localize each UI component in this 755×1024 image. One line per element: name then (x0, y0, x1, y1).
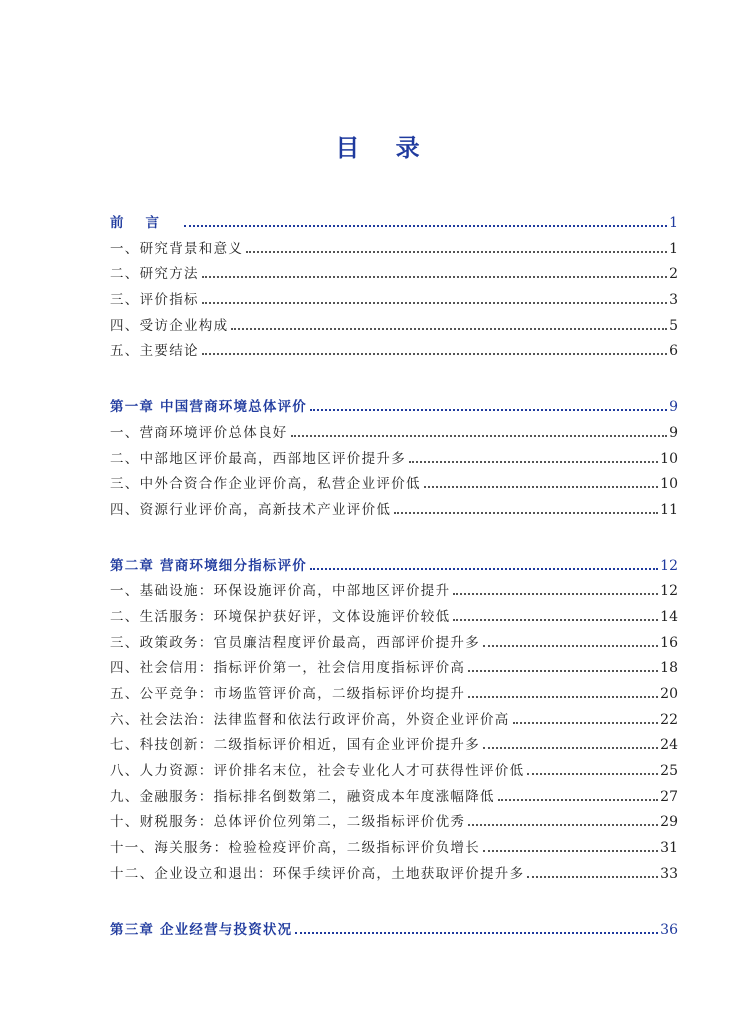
toc-entry-label: 二、中部地区评价最高，西部地区评价提升多 (110, 450, 406, 467)
toc-entry-label: 九、金融服务：指标排名倒数第二，融资成本年度涨幅降低 (110, 788, 495, 805)
toc-entry-label: 四、受访企业构成 (110, 317, 229, 334)
toc-entry[interactable] (110, 708, 678, 734)
dot-leader (468, 670, 658, 672)
toc-entry[interactable] (110, 810, 678, 836)
toc-entry-label: 四、社会信用：指标评价第一，社会信用度指标评价高 (110, 660, 466, 677)
dot-leader (513, 722, 659, 724)
toc-page-number: 12 (660, 583, 678, 600)
toc-page-number: 9 (669, 424, 678, 441)
dot-leader (468, 824, 658, 826)
toc-entry[interactable] (110, 237, 678, 263)
toc-page-number: 33 (660, 865, 678, 882)
toc-page-number: 3 (669, 292, 678, 309)
dot-leader (453, 593, 658, 595)
toc-page-number: 24 (660, 737, 678, 754)
toc-chapter-entry[interactable] (110, 211, 678, 237)
toc-page-number: 20 (660, 686, 678, 702)
toc-entry-label: 三、评价指标 (110, 292, 199, 309)
toc-page-number: 16 (660, 634, 678, 651)
toc-entry-label: 六、社会法治：法律监督和依法行政评价高，外资企业评价高 (110, 711, 510, 728)
toc-entry[interactable] (110, 656, 678, 682)
toc-page-number: 2 (669, 266, 678, 283)
toc-entry[interactable] (110, 682, 678, 708)
dot-leader (483, 850, 658, 852)
table-of-contents (110, 211, 678, 973)
dot-leader (184, 225, 667, 227)
toc-entry-label: 第二章 营商环境细分指标评价 (110, 557, 307, 574)
toc-page-number: 31 (660, 840, 678, 857)
toc-page-number: 25 (660, 763, 678, 780)
toc-page-number: 5 (669, 317, 678, 334)
toc-entry-label: 前言 (110, 215, 181, 231)
dot-leader (453, 619, 658, 621)
toc-section (110, 918, 678, 944)
toc-entry-label: 第一章 中国营商环境总体评价 (110, 399, 307, 416)
toc-entry-label: 一、研究背景和意义 (110, 240, 244, 257)
toc-page-number: 29 (660, 814, 678, 831)
toc-page-number: 36 (660, 921, 678, 938)
toc-entry-label: 五、主要结论 (110, 343, 199, 360)
toc-entry-label: 五、公平竞争：市场监管评价高，二级指标评价均提升 (110, 686, 466, 702)
dot-leader (231, 328, 667, 330)
toc-entry-label: 十二、企业设立和退出：环保手续评价高，土地获取评价提升多 (110, 865, 525, 882)
dot-leader (246, 251, 667, 253)
toc-entry-label: 七、科技创新：二级指标评价相近，国有企业评价提升多 (110, 737, 480, 754)
toc-page-number: 1 (669, 215, 678, 231)
toc-entry[interactable] (110, 579, 678, 605)
toc-entry[interactable] (110, 605, 678, 631)
toc-entry-label: 八、人力资源：评价排名末位，社会专业化人才可获得性评价低 (110, 763, 525, 780)
dot-leader (483, 747, 658, 749)
toc-entry[interactable] (110, 262, 678, 288)
dot-leader (527, 773, 658, 775)
toc-entry[interactable] (110, 314, 678, 340)
toc-entry[interactable] (110, 447, 678, 473)
page-title: 目 录 (335, 134, 434, 162)
toc-entry[interactable] (110, 472, 678, 498)
toc-entry[interactable] (110, 421, 678, 447)
toc-page-number: 6 (669, 343, 678, 360)
dot-leader (394, 512, 658, 514)
toc-entry[interactable] (110, 733, 678, 759)
dot-leader (468, 696, 658, 698)
toc-section (110, 395, 678, 523)
toc-entry[interactable] (110, 836, 678, 862)
toc-entry-label: 二、研究方法 (110, 266, 199, 283)
toc-page-number: 22 (660, 711, 678, 728)
toc-page-number: 12 (660, 557, 678, 574)
toc-entry-label: 三、中外合资合作企业评价高，私营企业评价低 (110, 476, 421, 493)
toc-page-number: 1 (669, 240, 678, 257)
toc-entry[interactable] (110, 759, 678, 785)
dot-leader (202, 353, 667, 355)
toc-entry-label: 一、基础设施：环保设施评价高，中部地区评价提升 (110, 583, 451, 600)
toc-entry-label: 十一、海关服务：检验检疫评价高，二级指标评价负增长 (110, 840, 480, 857)
dot-leader (295, 932, 658, 934)
toc-chapter-entry[interactable] (110, 554, 678, 580)
toc-entry[interactable] (110, 785, 678, 811)
toc-page-number: 9 (669, 399, 678, 416)
dot-leader (527, 876, 658, 878)
toc-page-number: 27 (660, 788, 678, 805)
toc-page-number: 11 (660, 501, 678, 518)
dot-leader (202, 302, 667, 304)
toc-entry[interactable] (110, 498, 678, 524)
toc-section (110, 554, 678, 888)
toc-entry-label: 四、资源行业评价高，高新技术产业评价低 (110, 501, 392, 518)
dot-leader (202, 276, 667, 278)
toc-page-number: 14 (660, 608, 678, 625)
toc-entry-label: 二、生活服务：环境保护获好评，文体设施评价较低 (110, 608, 451, 625)
toc-page-number: 10 (660, 450, 678, 467)
dot-leader (291, 435, 667, 437)
toc-page-number: 10 (660, 476, 678, 493)
dot-leader (409, 461, 658, 463)
dot-leader (483, 645, 658, 647)
toc-chapter-entry[interactable] (110, 918, 678, 944)
toc-chapter-entry[interactable] (110, 395, 678, 421)
toc-entry[interactable] (110, 288, 678, 314)
toc-entry[interactable] (110, 339, 678, 365)
toc-entry-label: 第三章 企业经营与投资状况 (110, 921, 293, 938)
toc-entry-label: 十、财税服务：总体评价位列第二，二级指标评价优秀 (110, 814, 466, 831)
toc-page-number: 18 (660, 660, 678, 677)
toc-section (110, 211, 678, 365)
toc-entry[interactable] (110, 862, 678, 888)
dot-leader (310, 409, 667, 411)
dot-leader (498, 799, 658, 801)
dot-leader (424, 486, 658, 488)
toc-entry-label: 一、营商环境评价总体良好 (110, 424, 288, 441)
toc-entry[interactable] (110, 631, 678, 657)
toc-entry-label: 三、政策政务：官员廉洁程度评价最高，西部评价提升多 (110, 634, 480, 651)
dot-leader (310, 568, 658, 570)
